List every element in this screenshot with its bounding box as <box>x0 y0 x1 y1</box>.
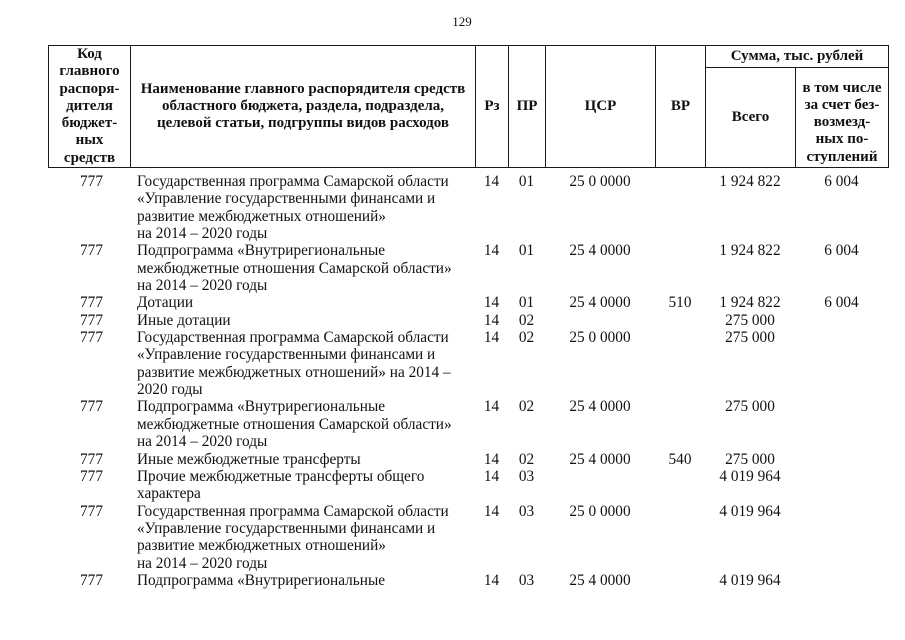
row-gratuitous <box>795 451 888 468</box>
table-body <box>48 173 888 589</box>
row-subsection: 03 <box>518 467 535 485</box>
row-expense-type: 540 <box>668 450 692 468</box>
row-total: 4 019 964 <box>719 467 781 485</box>
table-row <box>48 503 888 572</box>
row-section: 14 <box>483 450 500 468</box>
header-code-line: Код <box>77 46 102 62</box>
row-target-article: 25 4 0000 <box>569 450 631 468</box>
table-row <box>48 572 888 589</box>
header-code-line: средств <box>63 149 116 166</box>
row-name-line: Иные межбюджетные трансферты <box>137 450 361 468</box>
row-code: 777 <box>80 173 103 190</box>
row-code: 777 <box>80 398 103 416</box>
row-name-line: развитие межбюджетных отношений» <box>137 537 386 555</box>
row-expense-type <box>655 242 705 294</box>
row-expense-type <box>655 398 705 450</box>
row-gratuitous: 6 004 <box>824 294 859 312</box>
header-gratuitous <box>796 68 889 168</box>
header-gratuitous-line: возмезд- <box>813 114 871 131</box>
row-name-line: Подпрограмма «Внутрирегиональные <box>137 571 386 589</box>
row-total: 4 019 964 <box>719 502 781 520</box>
row-section: 14 <box>483 467 500 485</box>
row-total: 275 000 <box>725 398 775 416</box>
row-section: 14 <box>483 398 500 416</box>
row-name-line: Дотации <box>137 294 194 312</box>
row-total: 1 924 822 <box>719 294 781 312</box>
row-gratuitous <box>795 468 888 503</box>
row-expense-type <box>655 312 705 329</box>
table-row <box>48 294 888 311</box>
row-name <box>130 398 475 450</box>
row-name-line: Государственная программа Самарской области <box>137 173 449 190</box>
row-target-article: 25 0 0000 <box>569 173 631 190</box>
row-name-line: Подпрограмма «Внутрирегиональные <box>137 398 386 416</box>
header-subsection: ПР <box>509 46 546 168</box>
table-row <box>48 468 888 503</box>
header-row-top <box>49 46 889 68</box>
row-gratuitous <box>795 312 888 329</box>
row-code: 777 <box>80 502 103 520</box>
row-target-article: 25 4 0000 <box>569 294 631 312</box>
row-gratuitous <box>795 398 888 450</box>
row-expense-type <box>655 173 705 242</box>
row-gratuitous: 6 004 <box>824 242 859 260</box>
header-gratuitous-line: в том числе <box>802 79 882 96</box>
row-expense-type <box>655 468 705 503</box>
row-name-line: развитие межбюджетных отношений» на 2014 – <box>137 363 451 381</box>
table-row <box>48 451 888 468</box>
row-expense-type <box>655 503 705 572</box>
header-name <box>131 46 476 168</box>
row-section: 14 <box>483 329 500 347</box>
table-row <box>48 398 888 450</box>
table-row <box>48 312 888 329</box>
row-subsection: 02 <box>518 398 535 416</box>
table-row <box>48 173 888 242</box>
header-name-line: целевой статьи, подгруппы видов расходов <box>157 115 449 132</box>
row-section: 14 <box>483 571 500 589</box>
row-name <box>130 312 475 329</box>
row-code: 777 <box>80 329 103 347</box>
header-expense-type: ВР <box>656 46 706 168</box>
row-subsection: 02 <box>518 450 535 468</box>
row-name-line: «Управление государственными финансами и <box>137 190 436 208</box>
row-total: 275 000 <box>725 329 775 347</box>
row-code: 777 <box>80 467 103 485</box>
row-target-article: 25 4 0000 <box>569 571 631 589</box>
page-number: 129 <box>452 14 472 29</box>
header-sum-group: Сумма, тыс. рублей <box>706 46 889 68</box>
header-code-line: бюджет- <box>61 115 118 132</box>
header-code-line: распоря- <box>59 80 120 97</box>
row-name-line: Подпрограмма «Внутрирегиональные <box>137 242 386 260</box>
header-gratuitous-line: ных по- <box>815 131 869 148</box>
row-subsection: 03 <box>518 502 535 520</box>
header-gratuitous-line: ступлений <box>806 148 878 165</box>
row-total: 275 000 <box>725 311 775 329</box>
header-code-line: ных <box>75 132 104 149</box>
row-name <box>130 173 475 242</box>
header-gratuitous-line: за счет без- <box>804 96 880 113</box>
row-target-article: 25 0 0000 <box>569 502 631 520</box>
row-name <box>130 329 475 398</box>
row-name-line: Государственная программа Самарской области <box>137 502 449 520</box>
row-gratuitous <box>795 503 888 572</box>
row-code: 777 <box>80 294 103 312</box>
row-name-line: Государственная программа Самарской области <box>137 329 449 347</box>
header-code <box>49 46 131 168</box>
row-name-line: «Управление государственными финансами и <box>137 346 436 364</box>
row-total: 1 924 822 <box>719 242 781 260</box>
row-name <box>130 468 475 503</box>
table-header <box>48 45 889 168</box>
row-total: 275 000 <box>725 450 775 468</box>
row-gratuitous: 6 004 <box>824 173 859 190</box>
row-target-article <box>545 468 655 503</box>
row-section: 14 <box>483 242 500 260</box>
row-name-line: Прочие межбюджетные трансферты общего <box>137 467 425 485</box>
row-name-line: межбюджетные отношения Самарской области» <box>137 415 452 433</box>
row-expense-type <box>655 329 705 398</box>
table-row <box>48 329 888 398</box>
row-name <box>130 503 475 572</box>
row-subsection: 03 <box>518 571 535 589</box>
row-subsection: 02 <box>518 329 535 347</box>
header-target-article: ЦСР <box>546 46 656 168</box>
row-name-line: характера <box>137 485 201 503</box>
row-name-line: на 2014 – 2020 годы <box>137 554 268 572</box>
row-total: 1 924 822 <box>719 173 781 190</box>
row-expense-type <box>655 572 705 589</box>
row-name-line: межбюджетные отношения Самарской области» <box>137 259 452 277</box>
row-code: 777 <box>80 571 103 589</box>
row-code: 777 <box>80 311 103 329</box>
row-name <box>130 451 475 468</box>
row-subsection: 01 <box>518 173 535 190</box>
row-name-line: на 2014 – 2020 годы <box>137 277 268 295</box>
row-name-line: на 2014 – 2020 годы <box>137 433 268 451</box>
row-name-line: 2020 годы <box>137 381 203 399</box>
header-name-line: областного бюджета, раздела, подраздела, <box>161 97 445 114</box>
row-name <box>130 294 475 311</box>
table-row <box>48 242 888 294</box>
row-target-article: 25 4 0000 <box>569 398 631 416</box>
row-expense-type: 510 <box>668 294 692 312</box>
row-name-line: развитие межбюджетных отношений» <box>137 207 386 225</box>
row-section: 14 <box>483 294 500 312</box>
row-target-article: 25 4 0000 <box>569 242 631 260</box>
row-name-line: Иные дотации <box>137 311 231 329</box>
row-name <box>130 242 475 294</box>
row-subsection: 01 <box>518 294 535 312</box>
header-code-line: главного <box>59 63 120 80</box>
row-subsection: 02 <box>518 311 535 329</box>
header-name-line: Наименование главного распорядителя средств <box>140 80 466 97</box>
row-total: 4 019 964 <box>719 571 781 589</box>
header-code-line: дителя <box>66 97 113 114</box>
header-total: Всего <box>706 68 796 168</box>
row-section: 14 <box>483 173 500 190</box>
row-section: 14 <box>483 311 500 329</box>
row-code: 777 <box>80 450 103 468</box>
header-section: Рз <box>476 46 509 168</box>
row-target-article <box>545 312 655 329</box>
row-code: 777 <box>80 242 103 260</box>
row-name-line: на 2014 – 2020 годы <box>137 225 268 243</box>
row-name-line: «Управление государственными финансами и <box>137 519 436 537</box>
row-section: 14 <box>483 502 500 520</box>
row-name <box>130 572 475 589</box>
row-gratuitous <box>795 572 888 589</box>
row-target-article: 25 0 0000 <box>569 329 631 347</box>
row-subsection: 01 <box>518 242 535 260</box>
row-gratuitous <box>795 329 888 398</box>
